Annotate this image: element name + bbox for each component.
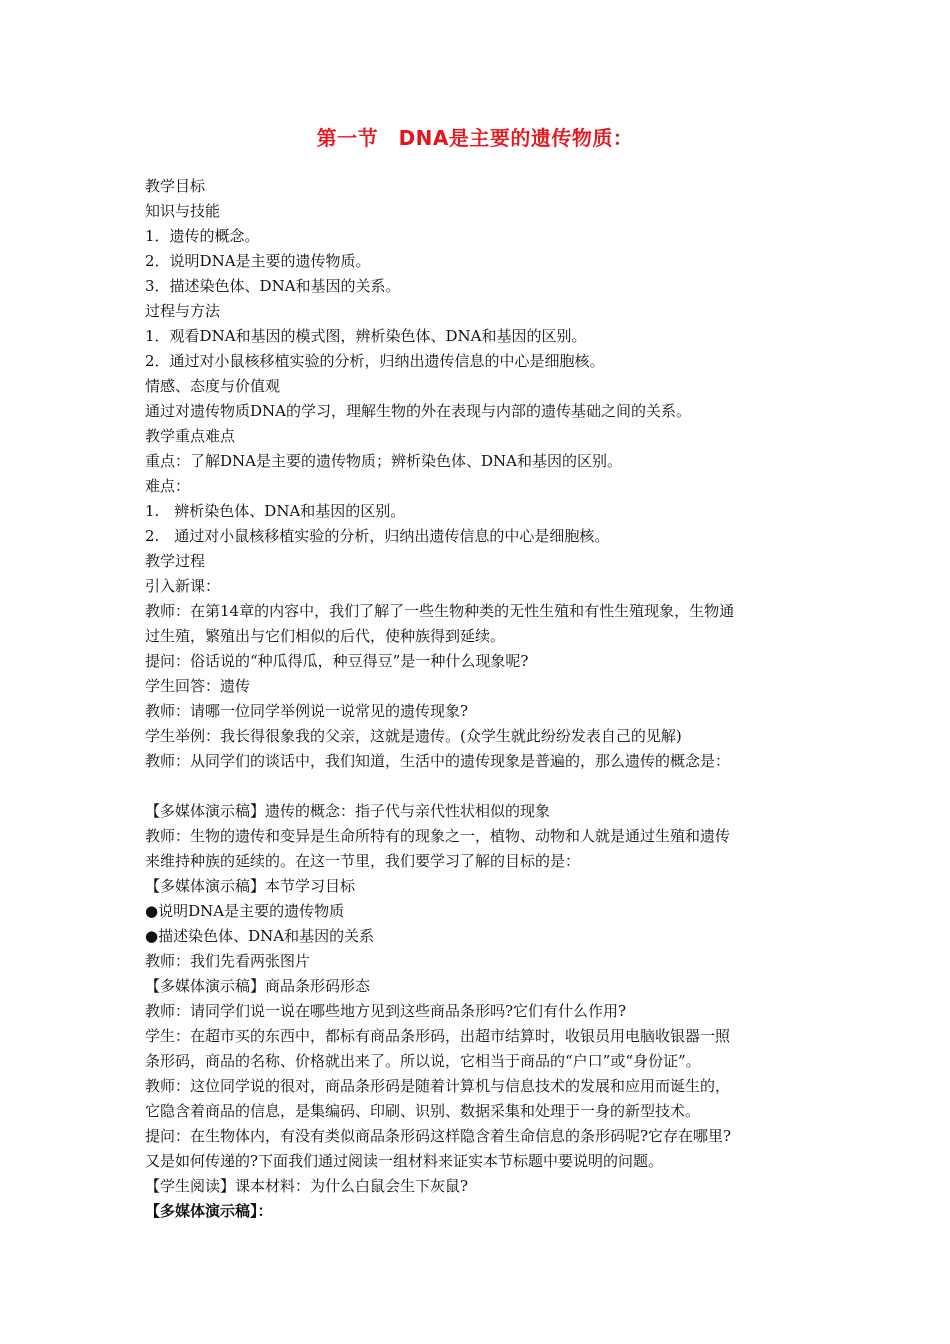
document-title: 第一节 DNA是主要的遗传物质： [316, 126, 634, 150]
text-line: 【多媒体演示稿】： [145, 1202, 273, 1220]
text-line: 情感、态度与价值观 [145, 377, 281, 395]
text-line: 1．遗传的概念。 [145, 227, 260, 245]
text-line: 【多媒体演示稿】遗传的概念：指子代与亲代性状相似的现象 [145, 802, 551, 820]
text-line: 3．描述染色体、DNA和基因的关系。 [145, 277, 401, 295]
text-line: 过生殖，繁殖出与它们相似的后代，使种族得到延续。 [145, 627, 506, 645]
document-body [145, 174, 810, 1224]
text-line: 提问：在生物体内，有没有类似商品条形码这样隐含着生命信息的条形码呢?它存在哪里? [145, 1127, 732, 1145]
text-line: 【多媒体演示稿】商品条形码形态 [145, 977, 371, 995]
text-line: 教师：请哪一位同学举例说一说常见的遗传现象? [145, 702, 469, 720]
text-line: 条形码，商品的名称、价格就出来了。所以说，它相当于商品的“户口”或“身份证”。 [145, 1052, 701, 1070]
text-line: 教师：从同学们的谈话中，我们知道，生活中的遗传现象是普遍的，那么遗传的概念是： [145, 752, 731, 770]
text-line: 它隐含着商品的信息，是集编码、印刷、识别、数据采集和处理于一身的新型技术。 [145, 1102, 701, 1120]
text-line: 学生：在超市买的东西中，都标有商品条形码，出超市结算时，收银员用电脑收银器一照 [145, 1027, 731, 1045]
text-line: 1. 辨析染色体、DNA和基因的区别。 [145, 502, 406, 520]
text-line: 教师：请同学们说一说在哪些地方见到这些商品条形吗?它们有什么作用? [145, 1002, 627, 1020]
text-line: ●说明DNA是主要的遗传物质 [145, 902, 345, 920]
text-line: 重点：了解DNA是主要的遗传物质；辨析染色体、DNA和基因的区别。 [145, 452, 622, 470]
text-line: 2．说明DNA是主要的遗传物质。 [145, 252, 371, 270]
text-line: 提问：俗话说的“种瓜得瓜，种豆得豆”是一种什么现象呢? [145, 652, 529, 670]
text-line: 2．通过对小鼠核移植实验的分析，归纳出遗传信息的中心是细胞核。 [145, 352, 605, 370]
text-line: 引入新课： [145, 577, 221, 595]
text-line: 知识与技能 [145, 202, 221, 220]
text-line: 学生举例：我长得很象我的父亲，这就是遗传。(众学生就此纷纷发表自己的见解) [145, 727, 682, 745]
text-line: 通过对遗传物质DNA的学习，理解生物的外在表现与内部的遗传基础之间的关系。 [145, 402, 691, 420]
text-line: 来维持种族的延续的。在这一节里，我们要学习了解的目标的是： [145, 852, 581, 870]
text-line: 过程与方法 [145, 302, 221, 320]
text-line: 教师：这位同学说的很对，商品条形码是随着计算机与信息技术的发展和应用而诞生的， [145, 1077, 731, 1095]
text-line: 教师：在第14章的内容中，我们了解了一些生物种类的无性生殖和有性生殖现象，生物通 [145, 602, 735, 620]
text-line: 又是如何传递的?下面我们通过阅读一组材料来证实本节标题中要说明的问题。 [145, 1152, 664, 1170]
text-line: 教学重点难点 [145, 427, 236, 445]
text-line: 教学过程 [145, 552, 206, 570]
text-line: 学生回答：遗传 [145, 677, 251, 695]
text-line: 教师：我们先看两张图片 [145, 952, 311, 970]
text-line: 【多媒体演示稿】本节学习目标 [145, 877, 356, 895]
text-line: 【学生阅读】课本材料：为什么白鼠会生下灰鼠? [145, 1177, 469, 1195]
text-line: 教师：生物的遗传和变异是生命所特有的现象之一，植物、动物和人就是通过生殖和遗传 [145, 827, 731, 845]
text-line: 难点： [145, 477, 191, 495]
text-line: 教学目标 [145, 177, 206, 195]
text-line: 2. 通过对小鼠核移植实验的分析，归纳出遗传信息的中心是细胞核。 [145, 527, 610, 545]
blank-line [145, 774, 810, 799]
text-line: 1．观看DNA和基因的模式图，辨析染色体、DNA和基因的区别。 [145, 327, 587, 345]
text-line: ●描述染色体、DNA和基因的关系 [145, 927, 375, 945]
